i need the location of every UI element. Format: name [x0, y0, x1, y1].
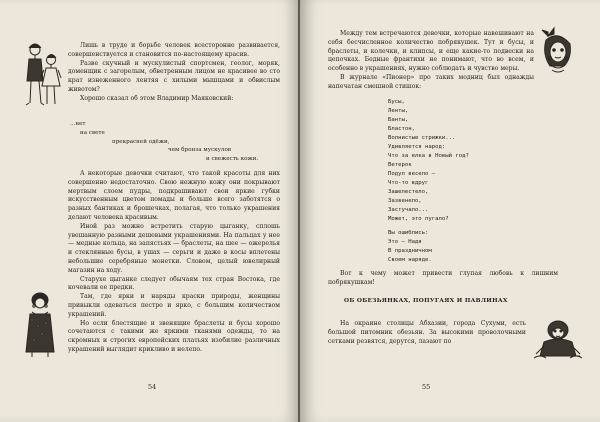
page-number: 54	[148, 383, 157, 391]
paragraph: Хорошо сказал об этом Владимир Маяковский:	[80, 94, 234, 102]
paragraph: На окраине столицы Абхазии, города Сухуми, есть большой питомник обезьян. За высокими проволочными сетками резвятся, дерутся, лазают по	[328, 320, 526, 345]
poem-line: Зазвенело,	[388, 198, 422, 204]
poem-line: Застучало...	[388, 207, 429, 213]
verse-line: ...нет	[70, 121, 86, 127]
poem	[388, 98, 469, 265]
paragraph: Между тем встречаются девочки, которые навешивают на себя бесчисленное количество побрякушек. Тут и бусы, и браслеты, и колечки, и клипсы, и еще какие-то подвески на цепочках. Бедные франтихи не понимают, что во всем, и особенно в украшениях, нужно соблюдать и чувство меры.	[328, 30, 534, 73]
section-text	[328, 320, 526, 346]
poem-line: Удивляется народ:	[388, 144, 446, 150]
paragraph: Но если блестящие и звенящие браслеты и бусы хорошо сочетаются с такими же яркими тканями одежды, то на скромных и строгих европейских платьях изобилие различных украшений выглядит крикливо и нелепо.	[68, 319, 280, 353]
paragraph: А некоторые девочки считают, что такой красоты для них совершенно недостаточно. Свою нежную кожу они покрывают мертвым слоем пудры, подкрашивают свои яркие губки искусственным цветом помады и больше всего заботятся о разных бантиках и брошечках, полагая, что только украшения делают человека красивым.	[68, 170, 280, 221]
girl-with-bow-illustration-icon	[538, 26, 578, 86]
verse-line: чем бронза мускулов	[168, 147, 231, 154]
poem-line: Может, это пугало?	[388, 216, 449, 222]
gypsy-woman-illustration-icon	[18, 290, 62, 360]
poem-line: Что-то вдруг	[388, 180, 429, 186]
poem-line: В праздничном	[388, 248, 432, 254]
poem-line: Бусы,	[388, 99, 405, 105]
after-poem-text	[328, 270, 558, 288]
poem-line: Своем наряде.	[388, 257, 432, 263]
couple-illustration-icon	[22, 40, 62, 116]
verse-line: и свежесть кожи.	[206, 156, 259, 163]
poem-line: Ленты,	[388, 108, 409, 114]
poem-line: Ветерок	[388, 162, 412, 168]
paragraph: Иной раз можно встретить старую цыганку, сплошь увешанную разными дешевыми украшениями. На пальцах у нее — медные кольца, на запястьях — браслеты, на шее — ожерелья и стеклянные бусы, в ушах — серьги и даже в косы вплетены небольшие серебряные монетки. Словом, целый ювелирный магазин на ходу.	[68, 222, 280, 274]
right-intro-text	[328, 30, 534, 92]
paragraph: Лишь в труде и борьбе человек всесторонне развивается, совершенствуется и становится по-настоящему красив.	[68, 42, 280, 58]
verse-line: прекрасней одёжи,	[112, 138, 170, 145]
paragraph: Вот к чему может привести глупая любовь к лишним побрякушкам!	[328, 270, 558, 286]
monkey-illustration-icon	[528, 316, 588, 362]
mayakovsky-verse	[70, 120, 282, 164]
verse-line: на свете	[80, 129, 105, 136]
poem-line: Бластон,	[388, 126, 415, 132]
section-heading: ОБ ОБЕЗЬЯНКАХ, ПОПУГАЯХ И ПАВЛИНАХ	[344, 298, 508, 304]
poem-line: Волнистые стрижки...	[388, 135, 456, 141]
poem-line: Банты,	[388, 117, 409, 123]
poem-line: Вы ошиблись:	[388, 230, 429, 236]
left-body-text	[68, 170, 280, 355]
paragraph: Старухе цыганке следует обычаям тех стран Востока, где кочевали ее предки.	[68, 275, 280, 292]
poem-line: Подул весело —	[388, 171, 436, 177]
poem-line: Зашелестело,	[388, 189, 429, 195]
left-intro-text	[68, 42, 280, 104]
poem-line: Что за елка в Новый год?	[388, 153, 469, 159]
right-page	[300, 0, 600, 422]
page-number: 55	[422, 383, 431, 391]
paragraph: В журнале «Пионер» про таких модниц был однажды напечатан смешной стишок:	[328, 73, 534, 90]
paragraph: Там, где ярки и наряды краски природы, женщины привыкли одеваться пестро и ярко, с большим количеством украшений.	[68, 293, 280, 318]
paragraph: Разве скучный и мускулистый спортсмен, геолог, моряк, доменщик с загорелым, обветренным лицом не красивее во сто крат изнеженного лентяя с хилыми мышцами и обвислым животом?	[68, 59, 280, 93]
poem-line: Это — Надя	[388, 239, 422, 245]
